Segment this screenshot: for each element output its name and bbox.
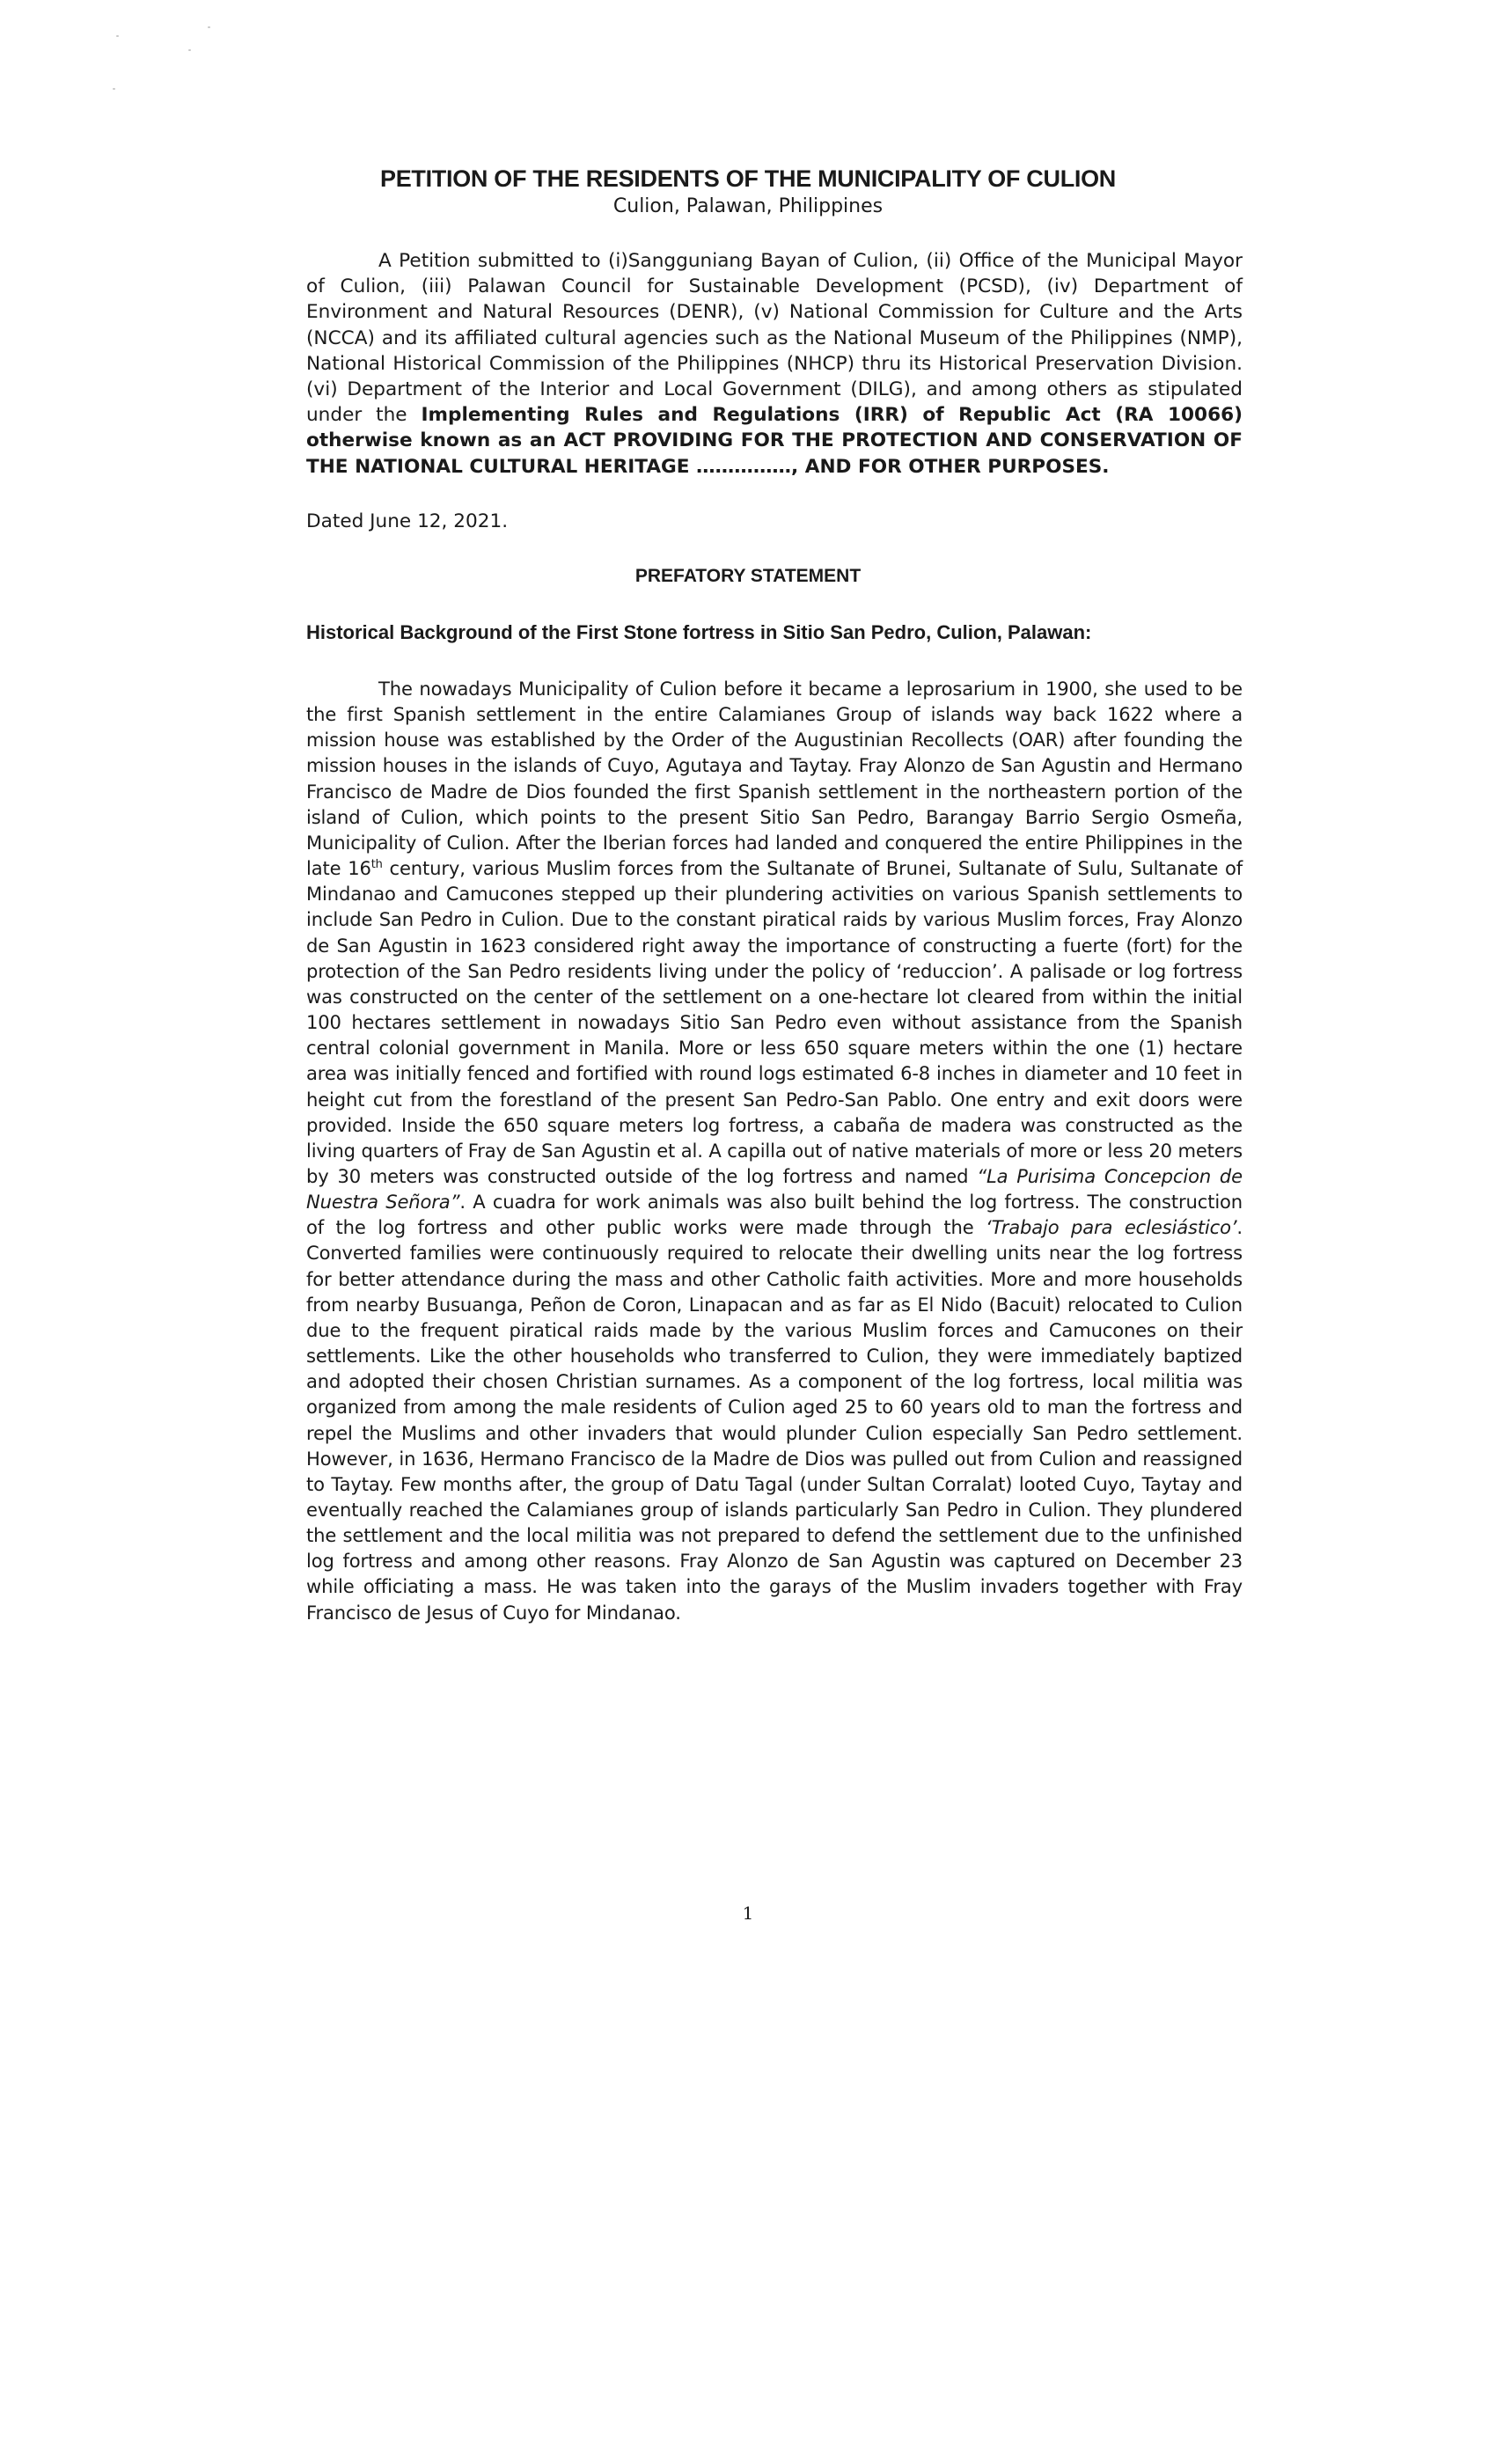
body-text: century, various Muslim forces from the Sultanate of Brunei, Sultanate of Sulu, Sultanate of Mindanao and Camucones stepped up their plundering activities on various Spanish settlements to include San Pedro in Culion. Due to the constant piratical raids by various Muslim forces, Fray Alonzo de San Agustin in 1623 considered right away the importance of constructing a fuerte (fort) for the protection of the San Pedro residents living under the policy of ‘reduccion’. A palisade or log fortress was constructed on the center of the settlement on a one-hectare lot cleared from within the initial 100 hectares settlement in nowadays Sitio San Pedro even without assistance from the Spanish central colonial government in Manila. More or less 650 square meters within the one (1) hectare area was initially fenced and fortified with round logs estimated 6-8 inches in diameter and 10 feet in height cut from the forestland of the present San Pedro-San Pablo. One entry and exit doors were provided. Inside the 650 square meters log fortress, a cabaña de madera was constructed as the living quarters of Fray de San Agustin et al. A capilla out of native materials of more or less 20 meters by 30 meters was constructed outside of the log fortress and named <box>306 857 1243 1187</box>
section-heading: Historical Background of the First Stone fortress in Sitio San Pedro, Culion, Palawan: <box>306 621 1092 643</box>
prefatory-statement-heading: PREFATORY STATEMENT <box>634 566 862 586</box>
scan-speck <box>208 26 210 28</box>
intro-text: A Petition submitted to (i)Sangguniang Bayan of Culion, (ii) Office of the Municipal Mayor of Culion, (iii) Palawan Council for Sustainable Development (PCSD), (iv) Department of Environment and Natural Resources (DENR), (v) National Commission for Culture and the Arts (NCCA) and its affiliated cultural agencies such as the National Museum of the Philippines (NMP), National Historical Commission of the Philippines (NHCP) thru its Historical Preservation Division. (vi) Department of the Interior and Local Government (DILG), and among others as stipulated under the <box>306 250 1243 427</box>
scan-speck <box>116 35 119 37</box>
superscript: th <box>370 858 383 872</box>
intro-bold-text: Implementing Rules and Regulations (IRR) of Republic Act (RA 10066) otherwise known as an ACT PROVIDING FOR THE PROTECTION AND CONSERVATION OF THE NATIONAL CULTURAL HERITAGE ……………, AND FOR OTHER PURPOSES. <box>306 404 1243 478</box>
italic-text: ‘Trabajo para eclesiástico’ <box>986 1216 1237 1239</box>
document-title: PETITION OF THE RESIDENTS OF THE MUNICIPALITY OF CULION <box>379 165 1117 192</box>
body-paragraph <box>306 676 1243 1625</box>
intro-paragraph <box>306 248 1243 480</box>
body-text: . Converted families were continuously required to relocate their dwelling units near the log fortress for better attendance during the mass and other Catholic faith activities. More and more households from nearby Busuanga, Peñon de Coron, Linapacan and as far as El Nido (Bacuit) relocated to Culion due to the frequent piratical raids made by the various Muslim forces and Camucones on their settlements. Like the other households who transferred to Culion, they were immediately baptized and adopted their chosen Christian surnames. As a component of the log fortress, local militia was organized from among the male residents of Culion aged 25 to 60 years old to man the fortress and repel the Muslims and other invaders that would plunder Culion especially San Pedro settlement. However, in 1636, Hermano Francisco de la Madre de Dios was pulled out from Culion and reassigned to Taytay. Few months after, the group of Datu Tagal (under Sultan Corralat) looted Cuyo, Taytay and eventually reached the Calamianes group of islands particularly San Pedro in Culion. They plundered the settlement and the local militia was not prepared to defend the settlement due to the unfinished log fortress and among other reasons. Fray Alonzo de San Agustin was captured on December 23 while officiating a mass. He was taken into the garays of the Muslim invaders together with Fray Francisco de Jesus of Cuyo for Mindanao. <box>306 1216 1243 1624</box>
scan-speck <box>113 88 115 90</box>
page-number: 1 <box>742 1903 754 1924</box>
body-text: . A cuadra for work animals was also built behind the log fortress. The construction of the log fortress and other public works were made through the <box>306 1191 1243 1239</box>
date-line: Dated June 12, 2021. <box>306 510 509 532</box>
document-subtitle: Culion, Palawan, Philippines <box>612 195 884 217</box>
scan-speck <box>188 49 191 51</box>
body-text: The nowadays Municipality of Culion before it became a leprosarium in 1900, she used to be the first Spanish settlement in the entire Calamianes Group of islands way back 1622 where a mission house was established by the Order of the Augustinian Recollects (OAR) after founding the mission houses in the islands of Cuyo, Agutaya and Taytay. Fray Alonzo de San Agustin and Hermano Francisco de Madre de Dios founded the first Spanish settlement in the northeastern portion of the island of Culion, which points to the present Sitio San Pedro, Barangay Barrio Sergio Osmeña, Municipality of Culion. After the Iberian forces had landed and conquered the entire Philippines in the late 16 <box>306 678 1243 880</box>
italic-text: “La Purisima Concepcion de Nuestra Señora” <box>306 1164 1243 1214</box>
